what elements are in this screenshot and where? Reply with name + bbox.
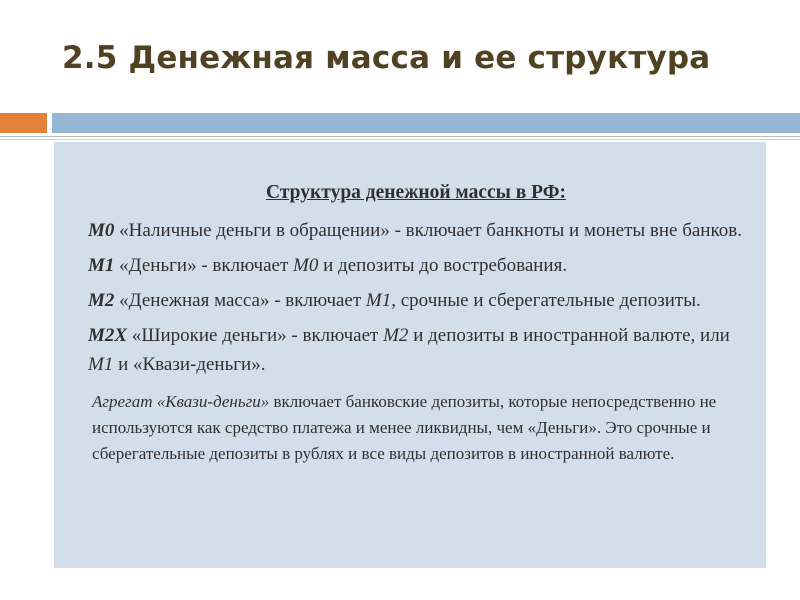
aggregate-m1 bbox=[88, 251, 744, 280]
aggregate-code: М1 bbox=[88, 255, 115, 276]
aggregate-ref: М1 bbox=[365, 290, 392, 311]
aggregate-m2x bbox=[88, 321, 744, 379]
aggregate-ref: М2 bbox=[383, 325, 409, 346]
divider-line bbox=[0, 136, 800, 137]
aggregate-ref: М0 bbox=[293, 255, 319, 276]
aggregate-text: и депозиты в иностранной валюте, или bbox=[408, 325, 730, 346]
note-italic-lead: Агрегат «Квази-деньги» bbox=[92, 392, 270, 411]
aggregate-text: , срочные и сберегательные депозиты. bbox=[391, 290, 701, 311]
aggregate-m0 bbox=[88, 216, 744, 245]
content-heading: Структура денежной массы в РФ: bbox=[266, 182, 566, 203]
content-panel bbox=[54, 142, 766, 568]
quasi-money-note bbox=[88, 389, 744, 467]
aggregate-m2 bbox=[88, 286, 744, 315]
aggregate-text: «Денежная масса» - включает bbox=[114, 290, 366, 311]
aggregate-text: и депозиты до востребования. bbox=[318, 255, 568, 276]
accent-bar-blue bbox=[52, 113, 800, 133]
slide-title: 2.5 Денежная масса и ее структура bbox=[62, 40, 711, 76]
aggregate-code: М2 bbox=[88, 290, 115, 311]
aggregate-code: М0 bbox=[88, 220, 115, 241]
note-text: включает банковские депозиты, которые непосредственно не используются как средство платежа и менее ликвидны, чем «Деньги». Это срочные и сберегательные депозиты в рублях и все виды депозитов в иностранной валюте. bbox=[92, 392, 717, 463]
aggregate-code: М2Х bbox=[88, 325, 128, 346]
aggregate-text: «Широкие деньги» - включает bbox=[127, 325, 384, 346]
aggregate-ref: М1 bbox=[88, 354, 114, 375]
accent-bar-orange bbox=[0, 113, 47, 133]
aggregate-text: «Деньги» - включает bbox=[114, 255, 294, 276]
divider-line-secondary bbox=[0, 139, 800, 140]
aggregate-text: «Наличные деньги в обращении» - включает банкноты и монеты вне банков. bbox=[114, 220, 742, 241]
aggregate-text: и «Квази-деньги». bbox=[113, 354, 266, 375]
